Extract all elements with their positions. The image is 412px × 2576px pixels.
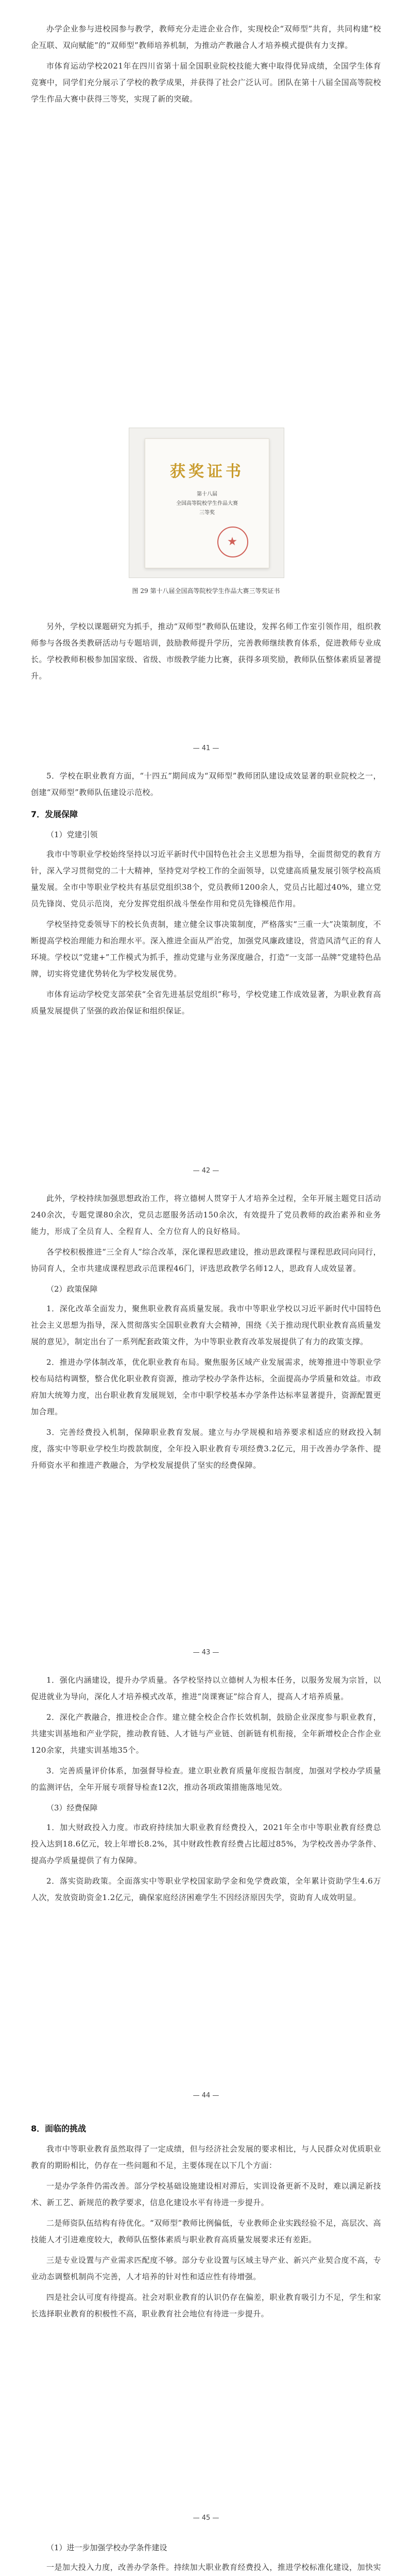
section-intro bbox=[31, 21, 381, 111]
section-quality bbox=[31, 1672, 381, 1910]
seal-icon bbox=[217, 527, 248, 557]
certificate-image bbox=[129, 428, 284, 578]
certificate-title: 获奖证书 bbox=[170, 463, 244, 481]
paragraph: 我市中等职业教育虽然取得了一定成绩，但与经济社会发展的要求相比，与人民群众对优质职业教育的期盼相比，仍存在一些问题和不足，主要体现在以下几个方面： bbox=[31, 2144, 381, 2170]
certificate-line: 第十八届 bbox=[197, 492, 217, 497]
page-number: — 42 — bbox=[193, 1167, 219, 1175]
paragraph: 四是社会认可度有待提高。社会对职业教育的认识仍存在偏差，职业教育吸引力不足，学生和家长选择职业教育的积极性不高，职业教育社会地位有待进一步提升。 bbox=[31, 2293, 381, 2318]
paragraph: 三是专业设置与产业需求匹配度不够。部分专业设置与区域主导产业、新兴产业契合度不高，专业动态调整机制尚不完善，人才培养的针对性和适应性有待增强。 bbox=[31, 2256, 381, 2281]
paragraph: 3．完善经费投入机制，保障职业教育发展。建立与办学规模和培养要求相适应的财政投入制度，落实中等职业学校生均拨款制度，全年投入职业教育专项经费3.2亿元，用于改善办学条件、提升师资水平和推进产教融合，为学校发展提供了坚实的经费保障。 bbox=[31, 1428, 381, 1470]
paragraph: 市体育运动学校2021年在四川省第十届全国职业院校技能大赛中取得优异成绩，全国学生体育竞赛中，同学们充分展示了学校的教学成果，并获得了社会广泛认可。团队在第十八届全国高等院校学生作品大赛中获得三等奖，实现了新的突破。 bbox=[31, 61, 381, 104]
certificate-line: 三等奖 bbox=[199, 510, 215, 516]
section-measures bbox=[31, 2537, 381, 2576]
paragraph: 1．深化改革全面发力，聚焦职业教育高质量发展。我市中等职业学校以习近平新时代中国特色社会主义思想为指导，深入贯彻落实全国职业教育大会精神，围绕《关于推动现代职业教育高质量发展的意见》，制定出台了一系列配套政策文件，为中等职业教育改革发展提供了有力的政策支撑。 bbox=[31, 1304, 381, 1346]
paragraph: 5．学校在职业教育方面，“十四五”期间成为“双师型”教师团队建设成效显著的职业院校之一，创建“双师型”教师队伍建设示范校。 bbox=[31, 771, 381, 797]
page-number: — 41 — bbox=[193, 744, 219, 752]
figure-caption: 图 29 第十八届全国高等院校学生作品大赛三等奖证书 bbox=[132, 587, 280, 595]
section-party bbox=[31, 1190, 381, 1478]
paragraph: 2．推进办学体制改革，优化职业教育布局。聚焦服务区域产业发展需求，统筹推进中等职业学校布局结构调整，整合优化职业教育资源，推动学校办学条件达标，全面提高办学质量和效益。市政府加大统筹力度，出台职业教育发展规划，全市中职学校基本办学条件达标率显著提升，资源配置更加合理。 bbox=[31, 1358, 381, 1416]
paragraph: 1．强化内涵建设，提升办学质量。各学校坚持以立德树人为根本任务，以服务发展为宗旨，以促进就业为导向，深化人才培养模式改革，推进“岗课赛证”综合育人，提高人才培养质量。 bbox=[31, 1675, 381, 1701]
section-goal bbox=[31, 768, 381, 1023]
paragraph: 一是办学条件仍需改善。部分学校基础设施建设相对滞后，实训设备更新不及时，难以满足新技术、新工艺、新规范的教学要求，信息化建设水平有待进一步提升。 bbox=[31, 2181, 381, 2207]
certificate-line: 全国高等院校学生作品大赛 bbox=[176, 501, 238, 506]
section-heading: 8．面临的挑战 bbox=[31, 2124, 87, 2133]
paragraph: 2．深化产教融合，推进校企合作。建立健全校企合作长效机制，鼓励企业深度参与职业教育，共建实训基地和产业学院，推动教育链、人才链与产业链、创新链有机衔接，全年新增校企合作企业120余家，共建实训基地35个。 bbox=[31, 1713, 381, 1755]
paragraph: 二是师资队伍结构有待优化。“双师型”教师比例偏低，专业教师企业实践经验不足，高层次、高技能人才引进难度较大，教师队伍整体素质与职业教育高质量发展要求还有差距。 bbox=[31, 2218, 381, 2244]
page-number: — 44 — bbox=[193, 2092, 219, 2099]
paragraph: 学校坚持党委领导下的校长负责制，建立健全议事决策制度，严格落实“三重一大”决策制度，不断提高学校治理能力和治理水平。深入推进全面从严治党，加强党风廉政建设，营造风清气正的育人环境。学校以“党建+”工作模式为抓手，推动党建与业务深度融合，打造“一支部一品牌”党建特色品牌，切实将党建优势转化为学校发展优势。 bbox=[31, 920, 381, 978]
paragraph: 2．落实资助政策。全面落实中等职业学校国家助学金和免学费政策，全年累计资助学生4.6万人次，发放资助资金1.2亿元，确保家庭经济困难学生不因经济原因失学，资助育人成效明显。 bbox=[31, 1876, 381, 1902]
paragraph: 我市中等职业学校始终坚持以习近平新时代中国特色社会主义思想为指导，全面贯彻党的教育方针，深入学习贯彻党的二十大精神，坚持党对学校工作的全面领导，以党建高质量发展引领学校高质量发展。全市中等职业学校共有基层党组织38个，党员教师1200余人，党员占比超过40%，建立党员先锋岗、党员示范岗，充分发挥党组织战斗堡垒作用和党员先锋模范作用。 bbox=[31, 850, 381, 908]
page-number: — 45 — bbox=[193, 2514, 219, 2522]
paragraph: 一是加大投入力度，改善办学条件。持续加大职业教育经费投入，推进学校标准化建设，加快实 bbox=[46, 2563, 381, 2572]
paragraph: 办学企业参与进校园参与教学，教师充分走进企业合作，实现校企“双师型”共育，共同构建“校企互联、双向赋能”的“双师型”教师培养机制，为推动产教融合人才培养模式提供有力支撑。 bbox=[31, 24, 381, 50]
subsection-heading: （3）经费保障 bbox=[46, 1803, 98, 1812]
paragraph: 市体育运动学校党支部荣获“全省先进基层党组织”称号，学校党建工作成效显著，为职业教育高质量发展提供了坚强的政治保证和组织保证。 bbox=[31, 990, 381, 1015]
subsection-heading: （1）进一步加强学校办学条件建设 bbox=[46, 2543, 167, 2552]
subsection-heading: （1）党建引领 bbox=[46, 830, 98, 839]
subsection-heading: （2）政策保障 bbox=[46, 1284, 98, 1294]
paragraph: 此外，学校持续加强思想政治工作，将立德树人贯穿于人才培养全过程，全年开展主题党日活动240余次，专题党课80余次，党员志愿服务活动150余次，有效提升了党员教师的政治素养和业务能力，形成了全员育人、全程育人、全方位育人的良好格局。 bbox=[31, 1194, 381, 1236]
page-number: — 43 — bbox=[193, 1649, 219, 1656]
paragraph: 3．完善质量评价体系，加强督导检查。建立职业教育质量年度报告制度，加强对学校办学质量的监测评估，全年开展专项督导检查12次，推动各项政策措施落地见效。 bbox=[31, 1766, 381, 1792]
section-teacher-dev bbox=[31, 618, 381, 688]
section-heading: 7．发展保障 bbox=[31, 809, 78, 819]
certificate-card bbox=[145, 438, 269, 568]
paragraph: 另外，学校以课题研究为抓手，推动“双师型”教师队伍建设，发挥名师工作室引领作用，组织教师参与各级各类教研活动与专题培训，鼓励教师提升学历，完善教师继续教育体系，促进教师专业成长。学校教师积极参加国家级、省级、市级教学能力比赛，获得多项奖励，教师队伍整体素质显著提升。 bbox=[31, 622, 381, 681]
section-challenges bbox=[31, 2115, 381, 2326]
paragraph: 各学校积极推进“三全育人”综合改革，深化课程思政建设，推动思政课程与课程思政同向同行，协同育人，全市共建成课程思政示范课程46门，评选思政教学名师12人，思政育人成效显著。 bbox=[31, 1247, 381, 1273]
paragraph: 1．加大财政投入力度。市政府持续加大职业教育经费投入，2021年全市中等职业教育经费总投入达到18.6亿元，较上年增长8.2%，其中财政性教育经费占比超过85%，为学校改善办学条件、提高办学质量提供了有力保障。 bbox=[31, 1823, 381, 1865]
